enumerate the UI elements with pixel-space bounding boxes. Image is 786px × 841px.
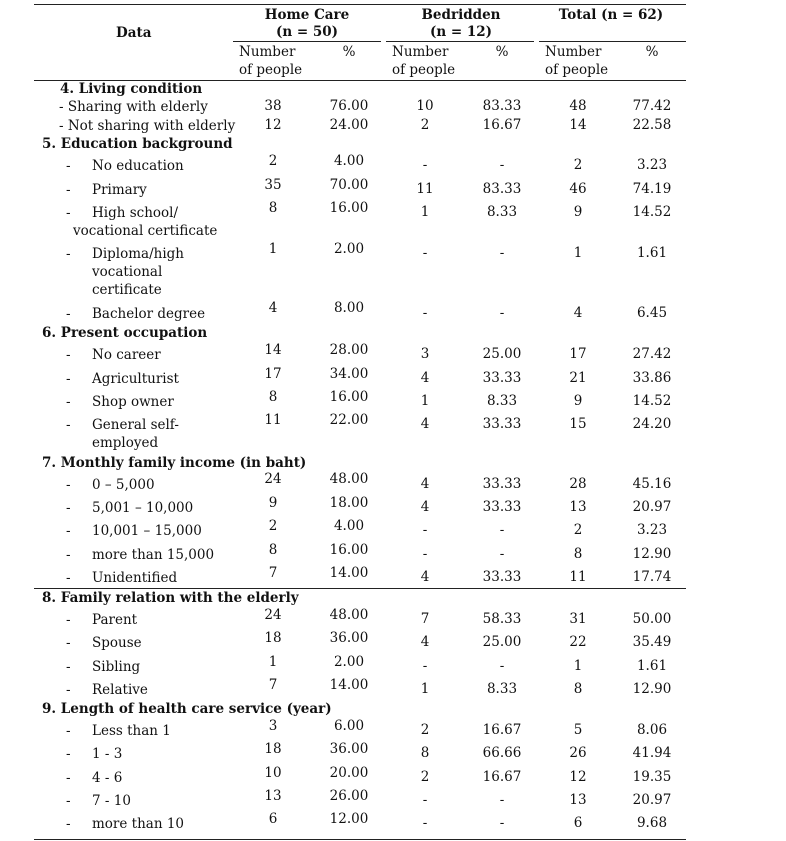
cell-value: 2	[573, 157, 583, 173]
cell-value: 22.58	[632, 117, 672, 133]
row-label: Primary	[92, 182, 147, 198]
cell-value: 1	[420, 204, 430, 220]
row-label: employed	[92, 435, 159, 451]
row-label: Less than 1	[92, 723, 171, 739]
cell-value: 41.94	[632, 745, 672, 761]
cell-value: -	[499, 157, 505, 173]
cell-value: 13	[569, 499, 587, 515]
bullet-dash: -	[66, 723, 71, 739]
row-label: more than 10	[92, 816, 184, 832]
cell-value: 14.52	[632, 204, 672, 220]
bullet-dash: -	[66, 635, 71, 651]
cell-value: 11	[416, 181, 434, 197]
cell-value: 6	[268, 811, 278, 827]
cell-value: 4	[420, 416, 430, 432]
cell-value: 16.00	[329, 542, 369, 558]
cell-value: 14	[569, 117, 587, 133]
cell-value: 5	[573, 722, 583, 738]
row-label: Parent	[92, 612, 138, 628]
bed-people-label: of people	[392, 62, 456, 78]
bullet-dash: -	[66, 770, 71, 786]
bullet-dash: -	[66, 371, 71, 387]
bed-percent-label: %	[495, 44, 509, 60]
bullet-dash: -	[66, 477, 71, 493]
cell-value: 4	[268, 300, 278, 316]
cell-value: -	[499, 305, 505, 321]
row-label: - Not sharing with elderly	[59, 118, 236, 134]
row-label: Diploma/high	[92, 246, 184, 262]
section-title: 6. Present occupation	[42, 325, 208, 341]
cell-value: 33.33	[482, 370, 522, 386]
row-label: - Sharing with elderly	[59, 99, 208, 115]
cell-value: 1	[573, 658, 583, 674]
cell-value: 16.67	[482, 117, 522, 133]
cell-value: 31	[569, 611, 587, 627]
cell-value: 17	[569, 346, 587, 362]
row-label: High school/	[92, 205, 179, 221]
cell-value: 12	[569, 769, 587, 785]
cell-value: 8	[573, 546, 583, 562]
cell-value: 83.33	[482, 181, 522, 197]
cell-value: 4	[573, 305, 583, 321]
cell-value: 1	[573, 245, 583, 261]
cell-value: -	[499, 245, 505, 261]
row-label: Agriculturist	[92, 371, 179, 387]
row-label: certificate	[92, 282, 162, 298]
cell-value: 18.00	[329, 495, 369, 511]
bullet-dash: -	[66, 570, 71, 586]
cell-value: 33.33	[482, 476, 522, 492]
cell-value: 9	[573, 204, 583, 220]
cell-value: 33.33	[482, 499, 522, 515]
cell-value: -	[422, 792, 428, 808]
bullet-dash: -	[66, 182, 71, 198]
cell-value: 4	[420, 634, 430, 650]
bullet-dash: -	[66, 816, 71, 832]
home-percent-label: %	[342, 44, 356, 60]
cell-value: 3.23	[636, 522, 668, 538]
cell-value: 36.00	[329, 741, 369, 757]
cell-value: 17.74	[632, 569, 672, 585]
home-care-rule	[233, 41, 381, 42]
cell-value: 8.06	[636, 722, 668, 738]
cell-value: 10	[264, 765, 282, 781]
cell-value: 21	[569, 370, 587, 386]
cell-value: 38	[264, 98, 282, 114]
bullet-dash: -	[66, 306, 71, 322]
total-percent-label: %	[645, 44, 659, 60]
cell-value: 14.00	[329, 565, 369, 581]
cell-value: 36.00	[329, 630, 369, 646]
bullet-dash: -	[66, 205, 71, 221]
cell-value: 4	[420, 370, 430, 386]
cell-value: 77.42	[632, 98, 672, 114]
cell-value: 8	[268, 542, 278, 558]
cell-value: 1	[420, 681, 430, 697]
cell-value: 25.00	[482, 634, 522, 650]
cell-value: 3	[420, 346, 430, 362]
cell-value: 83.33	[482, 98, 522, 114]
cell-value: 24	[264, 471, 282, 487]
section-title: 5. Education background	[42, 136, 233, 152]
cell-value: -	[422, 546, 428, 562]
cell-value: 4.00	[333, 153, 365, 169]
cell-value: 8	[420, 745, 430, 761]
cell-value: 24	[264, 607, 282, 623]
cell-value: 4	[420, 499, 430, 515]
cell-value: 2	[268, 153, 278, 169]
row-label: 7 - 10	[92, 793, 131, 809]
bedridden-n: (n = 12)	[429, 24, 493, 40]
cell-value: 24.20	[632, 416, 672, 432]
cell-value: 13	[569, 792, 587, 808]
cell-value: 14	[264, 342, 282, 358]
cell-value: 4	[420, 569, 430, 585]
bullet-dash: -	[66, 547, 71, 563]
cell-value: 14.00	[329, 677, 369, 693]
cell-value: 22.00	[329, 412, 369, 428]
cell-value: 20.00	[329, 765, 369, 781]
cell-value: 58.33	[482, 611, 522, 627]
cell-value: 15	[569, 416, 587, 432]
cell-value: 9.68	[636, 815, 668, 831]
cell-value: 7	[420, 611, 430, 627]
home-number-label: Number	[239, 44, 296, 60]
cell-value: 33.33	[482, 416, 522, 432]
total-number-label: Number	[545, 44, 602, 60]
cell-value: 33.86	[632, 370, 672, 386]
cell-value: 1	[268, 654, 278, 670]
cell-value: -	[499, 658, 505, 674]
cell-value: 33.33	[482, 569, 522, 585]
bullet-dash: -	[66, 659, 71, 675]
cell-value: 4	[420, 476, 430, 492]
cell-value: -	[499, 522, 505, 538]
row-label: Spouse	[92, 635, 142, 651]
section-title: 4. Living condition	[60, 81, 203, 97]
cell-value: 74.19	[632, 181, 672, 197]
cell-value: 35	[264, 177, 282, 193]
cell-value: 2.00	[333, 654, 365, 670]
cell-value: 8.33	[486, 393, 518, 409]
row-label: Shop owner	[92, 394, 174, 410]
cell-value: -	[422, 157, 428, 173]
home-people-label: of people	[239, 62, 303, 78]
bullet-dash: -	[66, 158, 71, 174]
data-column-header: Data	[116, 25, 152, 41]
total-people-label: of people	[545, 62, 609, 78]
cell-value: -	[499, 792, 505, 808]
home-care-n: (n = 50)	[275, 24, 339, 40]
cell-value: 12.00	[329, 811, 369, 827]
cell-value: 17	[264, 366, 282, 382]
top-rule	[34, 4, 686, 5]
cell-value: 20.97	[632, 792, 672, 808]
section-title: 7. Monthly family income (in baht)	[42, 455, 307, 471]
cell-value: 26	[569, 745, 587, 761]
row-label: Relative	[92, 682, 148, 698]
cell-value: 1	[268, 241, 278, 257]
cell-value: 16.00	[329, 389, 369, 405]
cell-value: 8.33	[486, 204, 518, 220]
row-label: No education	[92, 158, 184, 174]
cell-value: 34.00	[329, 366, 369, 382]
cell-value: 8	[573, 681, 583, 697]
cell-value: 19.35	[632, 769, 672, 785]
cell-value: 4.00	[333, 518, 365, 534]
bullet-dash: -	[66, 523, 71, 539]
bedridden-header: Bedridden	[421, 7, 501, 23]
cell-value: -	[422, 815, 428, 831]
cell-value: 22	[569, 634, 587, 650]
cell-value: 2	[420, 769, 430, 785]
total-rule	[539, 41, 686, 42]
bullet-dash: -	[66, 746, 71, 762]
cell-value: 10	[416, 98, 434, 114]
cell-value: 2	[420, 117, 430, 133]
cell-value: 8	[268, 200, 278, 216]
cell-value: 7	[268, 677, 278, 693]
bullet-dash: -	[66, 417, 71, 433]
cell-value: 12	[264, 117, 282, 133]
row-label: 10,001 – 15,000	[92, 523, 202, 539]
cell-value: 45.16	[632, 476, 672, 492]
cell-value: 28	[569, 476, 587, 492]
cell-value: 46	[569, 181, 587, 197]
section-title: 8. Family relation with the elderly	[42, 590, 299, 606]
cell-value: 8.33	[486, 681, 518, 697]
cell-value: 16.00	[329, 200, 369, 216]
row-label: Bachelor degree	[92, 306, 206, 322]
cell-value: -	[422, 245, 428, 261]
cell-value: 48.00	[329, 607, 369, 623]
total-header: Total (n = 62)	[558, 7, 664, 23]
cell-value: 11	[569, 569, 587, 585]
cell-value: 6.00	[333, 718, 365, 734]
cell-value: 24.00	[329, 117, 369, 133]
cell-value: 12.90	[632, 546, 672, 562]
cell-value: 27.42	[632, 346, 672, 362]
cell-value: 12.90	[632, 681, 672, 697]
cell-value: 6.45	[636, 305, 668, 321]
bullet-dash: -	[66, 793, 71, 809]
cell-value: 8	[268, 389, 278, 405]
cell-value: -	[499, 815, 505, 831]
bullet-dash: -	[66, 682, 71, 698]
cell-value: -	[422, 522, 428, 538]
bullet-dash: -	[66, 394, 71, 410]
bed-number-label: Number	[392, 44, 449, 60]
row-label: 1 - 3	[92, 746, 123, 762]
cell-value: 1	[420, 393, 430, 409]
cell-value: 9	[573, 393, 583, 409]
bedridden-rule	[386, 41, 534, 42]
cell-value: 6	[573, 815, 583, 831]
cell-value: 50.00	[632, 611, 672, 627]
cell-value: 25.00	[482, 346, 522, 362]
bullet-dash: -	[66, 246, 71, 262]
cell-value: 11	[264, 412, 282, 428]
cell-value: -	[422, 658, 428, 674]
row-label: vocational certificate	[73, 223, 218, 239]
cell-value: 20.97	[632, 499, 672, 515]
cell-value: -	[422, 305, 428, 321]
section-title: 9. Length of health care service (year)	[42, 701, 332, 717]
row-label: 5,001 – 10,000	[92, 500, 194, 516]
cell-value: 16.67	[482, 769, 522, 785]
cell-value: 3	[268, 718, 278, 734]
bullet-dash: -	[66, 500, 71, 516]
row-label: 0 – 5,000	[92, 477, 155, 493]
cell-value: 7	[268, 565, 278, 581]
cell-value: 2	[573, 522, 583, 538]
row-label: 4 - 6	[92, 770, 123, 786]
row-label: more than 15,000	[92, 547, 215, 563]
bullet-dash: -	[66, 347, 71, 363]
cell-value: 8.00	[333, 300, 365, 316]
cell-value: 76.00	[329, 98, 369, 114]
cell-value: 2.00	[333, 241, 365, 257]
bullet-dash: -	[66, 612, 71, 628]
section-rule	[34, 588, 686, 589]
cell-value: 3.23	[636, 157, 668, 173]
cell-value: 18	[264, 741, 282, 757]
cell-value: 35.49	[632, 634, 672, 650]
row-label: vocational	[92, 264, 163, 280]
bottom-rule	[34, 839, 686, 840]
cell-value: 1.61	[636, 658, 668, 674]
cell-value: 18	[264, 630, 282, 646]
cell-value: 70.00	[329, 177, 369, 193]
cell-value: -	[499, 546, 505, 562]
cell-value: 48.00	[329, 471, 369, 487]
cell-value: 16.67	[482, 722, 522, 738]
row-label: Unidentified	[92, 570, 178, 586]
cell-value: 1.61	[636, 245, 668, 261]
home-care-header: Home Care	[264, 7, 350, 23]
cell-value: 48	[569, 98, 587, 114]
row-label: No career	[92, 347, 161, 363]
cell-value: 13	[264, 788, 282, 804]
cell-value: 26.00	[329, 788, 369, 804]
cell-value: 28.00	[329, 342, 369, 358]
cell-value: 9	[268, 495, 278, 511]
cell-value: 14.52	[632, 393, 672, 409]
row-label: Sibling	[92, 659, 141, 675]
cell-value: 2	[268, 518, 278, 534]
cell-value: 2	[420, 722, 430, 738]
row-label: General self-	[92, 417, 179, 433]
cell-value: 66.66	[482, 745, 522, 761]
